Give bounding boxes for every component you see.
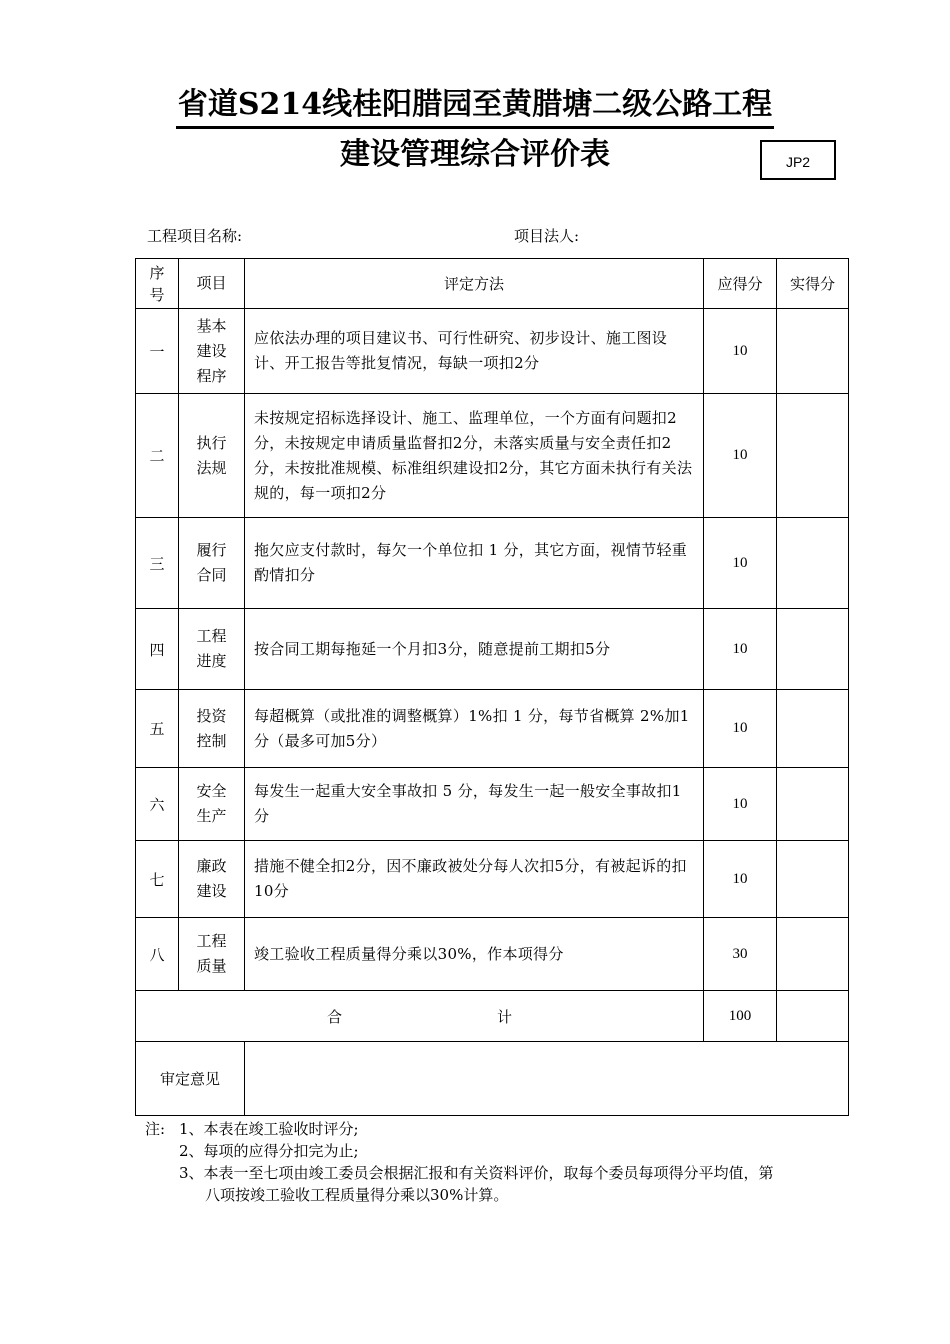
row-no: 二: [136, 394, 179, 518]
row-method: 每超概算（或批准的调整概算）1%扣 1 分，每节省概算 2%加1分（最多可加5分）: [245, 690, 704, 768]
document-subtitle: 建设管理综合评价表: [340, 137, 610, 172]
row-item: 基本建设程序: [179, 309, 245, 394]
row-item: 执行法规: [179, 394, 245, 518]
row-item: 安全生产: [179, 768, 245, 841]
row-actual-score-field[interactable]: [777, 309, 849, 394]
header-method: 评定方法: [245, 259, 704, 309]
row-method: 措施不健全扣2分，因不廉政被处分每人次扣5分，有被起诉的扣10分: [245, 841, 704, 918]
table-row: [136, 518, 849, 609]
row-actual-score-field[interactable]: [777, 518, 849, 609]
row-method: 按合同工期每拖延一个月扣3分，随意提前工期扣5分: [245, 609, 704, 690]
row-actual-score-field[interactable]: [777, 768, 849, 841]
review-opinion-field[interactable]: [245, 1042, 849, 1116]
table-row: [136, 918, 849, 991]
table-row: [136, 841, 849, 918]
row-due-score: 10: [704, 841, 777, 918]
project-name-label: 工程项目名称:: [147, 227, 243, 245]
table-row: [136, 768, 849, 841]
legal-person-label: 项目法人:: [514, 227, 580, 245]
row-item: 履行合同: [179, 518, 245, 609]
note-text: 八项按竣工验收工程质量得分乘以30%计算。: [205, 1186, 509, 1204]
note-item: [145, 1162, 845, 1184]
total-row: [136, 991, 849, 1042]
note-text: 3、本表一至七项由竣工委员会根据汇报和有关资料评价，取每个委员每项得分平均值，第: [179, 1164, 774, 1182]
row-no: 六: [136, 768, 179, 841]
evaluation-table: [135, 258, 849, 1116]
row-item: 工程质量: [179, 918, 245, 991]
row-actual-score-field[interactable]: [777, 841, 849, 918]
total-actual-score-field[interactable]: [777, 991, 849, 1042]
header-item: 项目: [179, 259, 245, 309]
row-no: 四: [136, 609, 179, 690]
form-code-box: JP2: [760, 140, 836, 180]
row-no: 七: [136, 841, 179, 918]
row-actual-score-field[interactable]: [777, 609, 849, 690]
total-due-score: 100: [704, 991, 777, 1042]
row-due-score: 10: [704, 394, 777, 518]
table-row: [136, 690, 849, 768]
row-method: 未按规定招标选择设计、施工、监理单位，一个方面有问题扣2分，未按规定申请质量监督扣2分，未落实质量与安全责任扣2分，未按批准规模、标准组织建设扣2分，其它方面未执行有关法规的，每一项扣2分: [245, 394, 704, 518]
row-method: 应依法办理的项目建议书、可行性研究、初步设计、施工图设计、开工报告等批复情况，每缺一项扣2分: [245, 309, 704, 394]
row-no: 三: [136, 518, 179, 609]
row-due-score: 10: [704, 309, 777, 394]
notes-prefix: 注:: [145, 1120, 166, 1138]
document-title: [0, 86, 950, 129]
note-text: 1、本表在竣工验收时评分;: [179, 1120, 359, 1138]
row-method: 拖欠应支付款时，每欠一个单位扣 1 分，其它方面，视情节轻重酌情扣分: [245, 518, 704, 609]
row-method: 每发生一起重大安全事故扣 5 分，每发生一起一般安全事故扣1分: [245, 768, 704, 841]
note-text: 2、每项的应得分扣完为止;: [179, 1142, 359, 1160]
row-item: 工程进度: [179, 609, 245, 690]
row-item: 廉政建设: [179, 841, 245, 918]
note-item: [145, 1118, 845, 1140]
document-title-line1: 省道S214线桂阳腊园至黄腊塘二级公路工程: [176, 86, 774, 129]
table-row: [136, 309, 849, 394]
notes-section: [145, 1118, 845, 1206]
row-actual-score-field[interactable]: [777, 394, 849, 518]
review-row: [136, 1042, 849, 1116]
note-item-continued: [145, 1184, 845, 1206]
row-due-score: 10: [704, 768, 777, 841]
row-due-score: 10: [704, 518, 777, 609]
header-actual-score: 实得分: [777, 259, 849, 309]
header-due-score: 应得分: [704, 259, 777, 309]
row-no: 一: [136, 309, 179, 394]
header-no: 序号: [136, 259, 179, 309]
table-row: [136, 394, 849, 518]
review-label: 审定意见: [136, 1042, 245, 1116]
row-due-score: 30: [704, 918, 777, 991]
row-method: 竣工验收工程质量得分乘以30%，作本项得分: [245, 918, 704, 991]
total-label: 合 计: [136, 991, 704, 1042]
row-no: 八: [136, 918, 179, 991]
row-no: 五: [136, 690, 179, 768]
row-due-score: 10: [704, 609, 777, 690]
row-item: 投资控制: [179, 690, 245, 768]
row-actual-score-field[interactable]: [777, 690, 849, 768]
note-item: [145, 1140, 845, 1162]
table-header-row: [136, 259, 849, 309]
row-actual-score-field[interactable]: [777, 918, 849, 991]
row-due-score: 10: [704, 690, 777, 768]
table-row: [136, 609, 849, 690]
